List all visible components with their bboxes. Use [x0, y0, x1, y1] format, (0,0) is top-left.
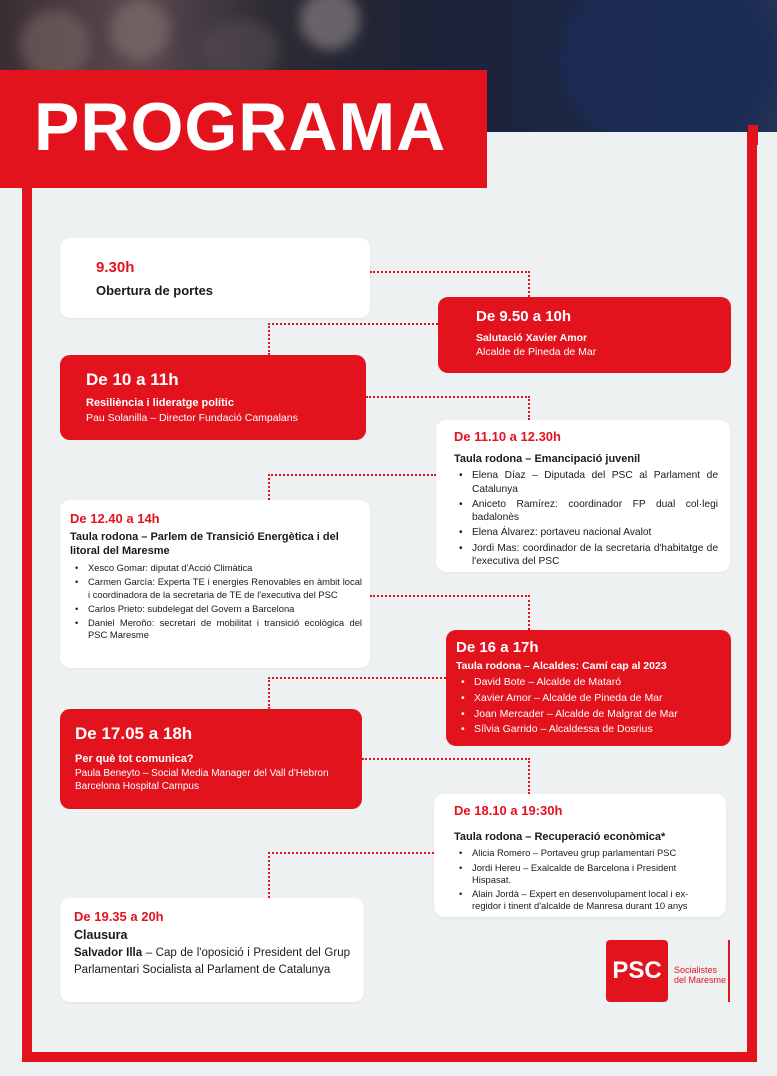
list-item: • Daniel Meroño: secretari de mobilitat i transició ecològica del PSC Maresme [70, 617, 362, 641]
event-title: Taula rodona – Emancipació juvenil [454, 452, 641, 465]
list-item: • Elena Álvarez: portaveu nacional Avalot [454, 526, 718, 539]
event-time: De 17.05 a 18h [75, 724, 193, 743]
event-time: De 10 a 11h [86, 370, 179, 389]
title-banner [0, 70, 487, 188]
event-time: De 11.10 a 12.30h [454, 429, 561, 444]
list-item: • Jordi Mas: coordinador de la secretaria d'habitatge de l'executiva del PSC [454, 542, 718, 569]
event-time: 9.30h [96, 259, 135, 276]
list-item: • Alicia Romero – Portaveu grup parlamentari PSC [454, 847, 716, 859]
event-title: Taula rodona – Parlem de Transició Energètica i del litoral del Maresme [70, 530, 339, 558]
event-time: De 18.10 a 19:30h [454, 803, 563, 818]
speaker-name: Salvador Illa [74, 947, 143, 960]
event-card-clausura [60, 898, 364, 1002]
event-card-resiliencia [60, 355, 366, 440]
list-item: • Jordi Hereu – Exalcalde de Barcelona i President Hispasat. [454, 862, 716, 886]
event-title: Obertura de portes [96, 283, 214, 299]
event-card-transicio [60, 500, 370, 668]
list-item: • Sílvia Garrido – Alcaldessa de Dosrius [456, 723, 721, 737]
list-item: • Carmen García: Experta TE i energies Renovables en àmbit local i coordinadora de la secretaria de TE de l'executiva del PSC [70, 576, 362, 600]
event-time: De 12.40 a 14h [70, 511, 160, 526]
list-item: • Alain Jordà – Expert en desenvolupament local i ex-regidor i tinent d'alcalde de Manresa durant 10 anys [454, 888, 716, 912]
event-card-emancipacio [436, 420, 730, 572]
page-title: PROGRAMA [34, 89, 447, 165]
psc-logo-text: Socialistes del Maresme [674, 965, 727, 986]
event-card-obertura [60, 238, 370, 318]
list-item: • Joan Mercader – Alcalde de Malgrat de Mar [456, 708, 721, 722]
psc-logo-mark: PSC [606, 940, 668, 1002]
list-item: • David Bote – Alcalde de Mataró [456, 676, 721, 690]
event-time: De 9.50 a 10h [476, 308, 572, 325]
event-card-comunica [60, 709, 362, 809]
speaker-role: – Cap de l'oposició i President del Grup Parlamentari Socialista al Parlament de Catalunya [74, 947, 350, 977]
speaker-list [456, 676, 721, 737]
event-card-salutacio [438, 297, 731, 373]
event-card-recuperacio [434, 794, 726, 917]
event-card-alcaldes [446, 630, 731, 746]
event-time: De 16 a 17h [456, 639, 539, 656]
event-subtitle: Paula Beneyto – Social Media Manager del Vall d'Hebron Barcelona Hospital Campus [75, 767, 329, 793]
list-item: • Xesco Gomar: diputat d'Acció Climàtica [70, 562, 362, 574]
list-item: • Elena Díaz – Diputada del PSC al Parlament de Catalunya [454, 469, 718, 496]
event-title: Resiliència i lideratge polític [86, 396, 234, 409]
list-item: • Carlos Prieto: subdelegat del Govern a Barcelona [70, 603, 362, 615]
event-title: Taula rodona – Alcaldes: Camí cap al 2023 [456, 660, 667, 673]
event-title: Per què tot comunica? [75, 752, 194, 765]
list-item: • Aniceto Ramírez: coordinador FP dual col·legi badalonès [454, 498, 718, 525]
event-title: Taula rodona – Recuperació econòmica* [454, 830, 666, 843]
event-time: De 19.35 a 20h [74, 909, 164, 924]
list-item: • Xavier Amor – Alcalde de Pineda de Mar [456, 692, 721, 706]
event-subtitle: Alcalde de Pineda de Mar [476, 346, 597, 359]
event-title: Clausura [74, 927, 128, 942]
event-subtitle: Pau Solanilla – Director Fundació Campalans [86, 411, 298, 424]
event-title: Salutació Xavier Amor [476, 332, 588, 345]
speaker-list [70, 562, 362, 641]
speaker-list [454, 469, 718, 568]
speaker-list [454, 847, 716, 912]
closing-speaker [74, 945, 350, 978]
